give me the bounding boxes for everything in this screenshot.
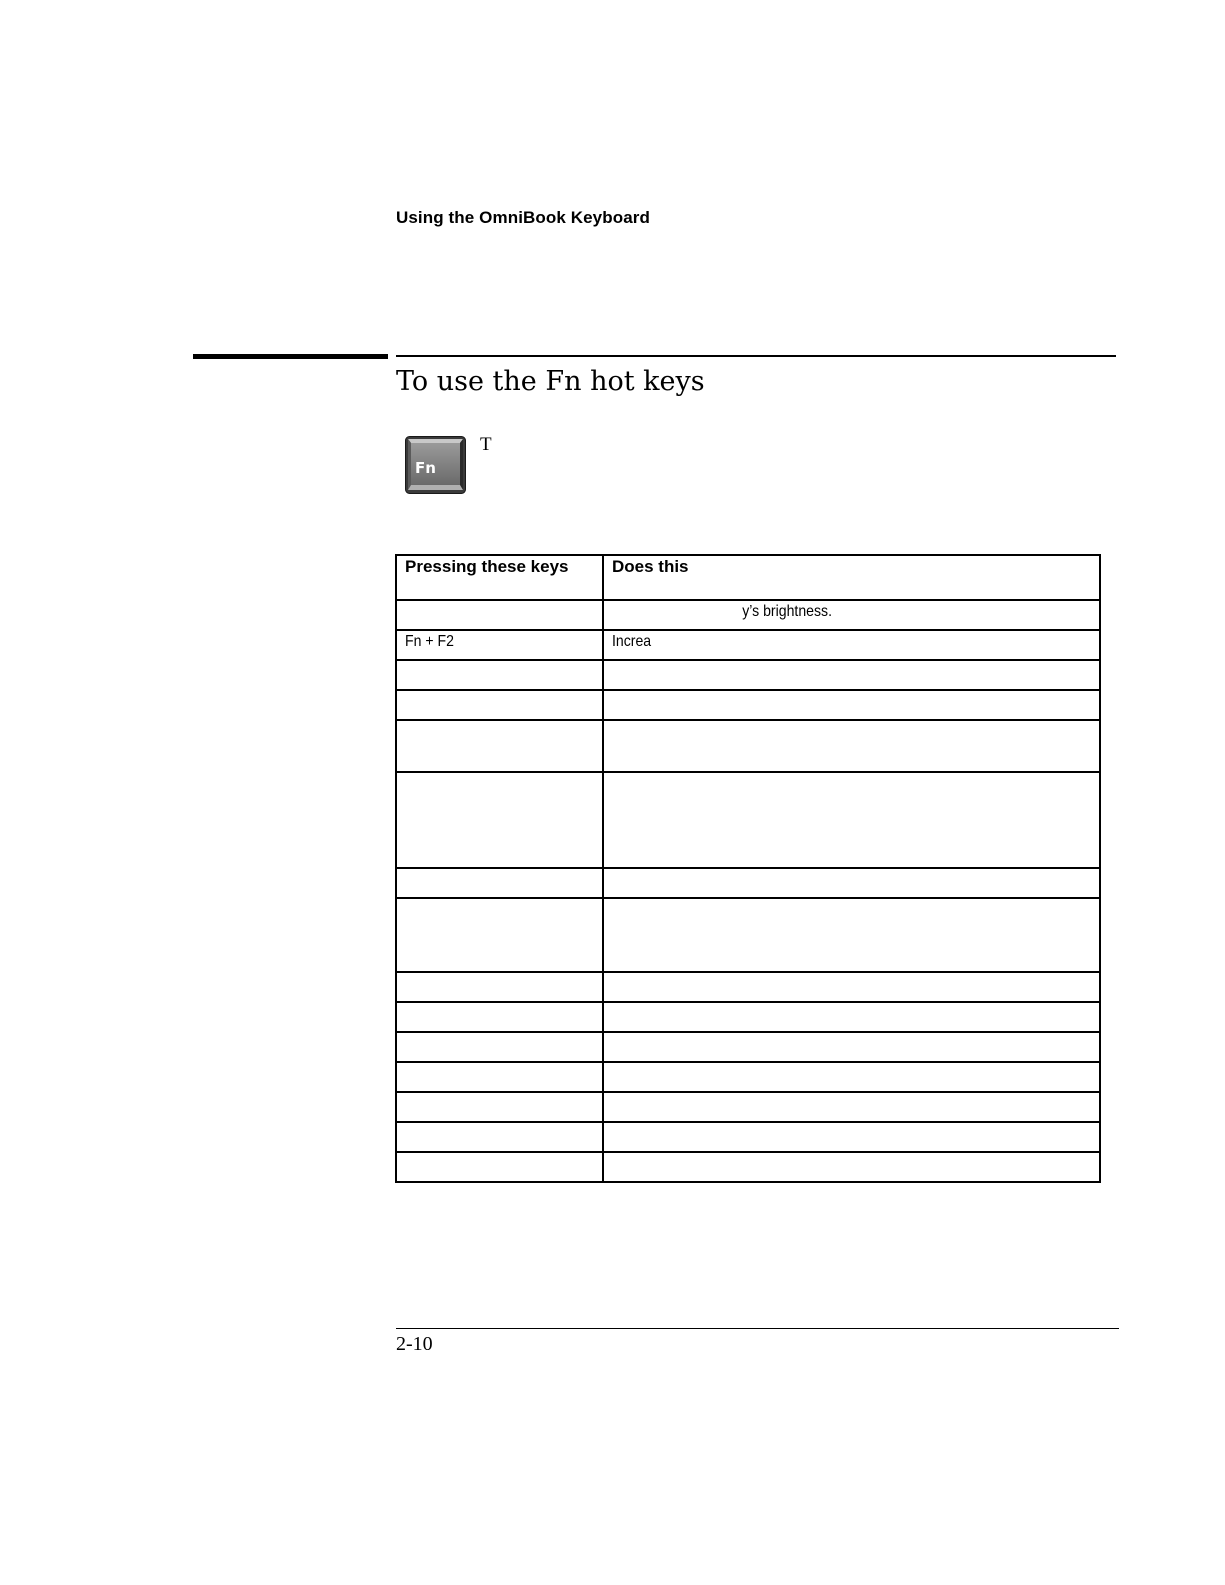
row-action-cell [603, 1122, 1100, 1152]
row-action-cell [603, 690, 1100, 720]
hotkeys-table [395, 554, 1101, 1183]
table-header-row [396, 555, 1100, 600]
table-row [396, 1152, 1100, 1182]
section-rule-thin [396, 355, 1116, 357]
section-title: To use the Fn hot keys [396, 366, 705, 397]
row-keys-cell [396, 690, 603, 720]
row-action-cell [603, 1002, 1100, 1032]
section-rule-thick [193, 354, 388, 359]
row-action-cell [603, 720, 1100, 772]
row-keys-cell [396, 720, 603, 772]
table-row [396, 772, 1100, 868]
running-header: Using the OmniBook Keyboard [396, 208, 650, 227]
row-action-cell [603, 600, 1100, 630]
row-keys-cell [396, 972, 603, 1002]
row-keys-cell [396, 772, 603, 868]
row-action-cell [603, 972, 1100, 1002]
row-action-cell [603, 1032, 1100, 1062]
table-row [396, 600, 1100, 630]
row-keys-cell [396, 898, 603, 972]
table-row [396, 898, 1100, 972]
row-keys-cell [396, 868, 603, 898]
footer-rule [396, 1328, 1119, 1329]
row-keys-cell [396, 1122, 603, 1152]
table-row [396, 1062, 1100, 1092]
table-row [396, 690, 1100, 720]
fn-key-icon [405, 436, 466, 494]
row-keys-cell [396, 1062, 603, 1092]
header-keys: Pressing these keys [396, 555, 603, 600]
table-row [396, 630, 1100, 660]
row-action-text: y’s brightness. [742, 603, 832, 620]
row-keys-cell [396, 1032, 603, 1062]
intro-text: T [480, 434, 492, 455]
row-keys-text: Fn + F2 [405, 633, 454, 650]
fn-key-label: Fn [415, 459, 436, 477]
row-keys-cell [396, 660, 603, 690]
row-keys-cell [396, 600, 603, 630]
row-action-cell [603, 868, 1100, 898]
table-row [396, 660, 1100, 690]
row-keys-cell [396, 630, 603, 660]
table-row [396, 972, 1100, 1002]
row-action-cell [603, 660, 1100, 690]
row-action-cell [603, 1092, 1100, 1122]
table-row [396, 1002, 1100, 1032]
row-action-cell [603, 1152, 1100, 1182]
row-action-text: Increa [612, 633, 652, 650]
row-action-cell [603, 772, 1100, 868]
row-action-cell [603, 1062, 1100, 1092]
table-row [396, 868, 1100, 898]
row-action-cell [603, 630, 1100, 660]
page-number: 2-10 [396, 1333, 433, 1355]
header-action: Does this [603, 555, 1100, 600]
row-keys-cell [396, 1002, 603, 1032]
table-row [396, 1032, 1100, 1062]
table-row [396, 1122, 1100, 1152]
row-keys-cell [396, 1092, 603, 1122]
row-action-cell [603, 898, 1100, 972]
table-row [396, 720, 1100, 772]
table-row [396, 1092, 1100, 1122]
row-keys-cell [396, 1152, 603, 1182]
